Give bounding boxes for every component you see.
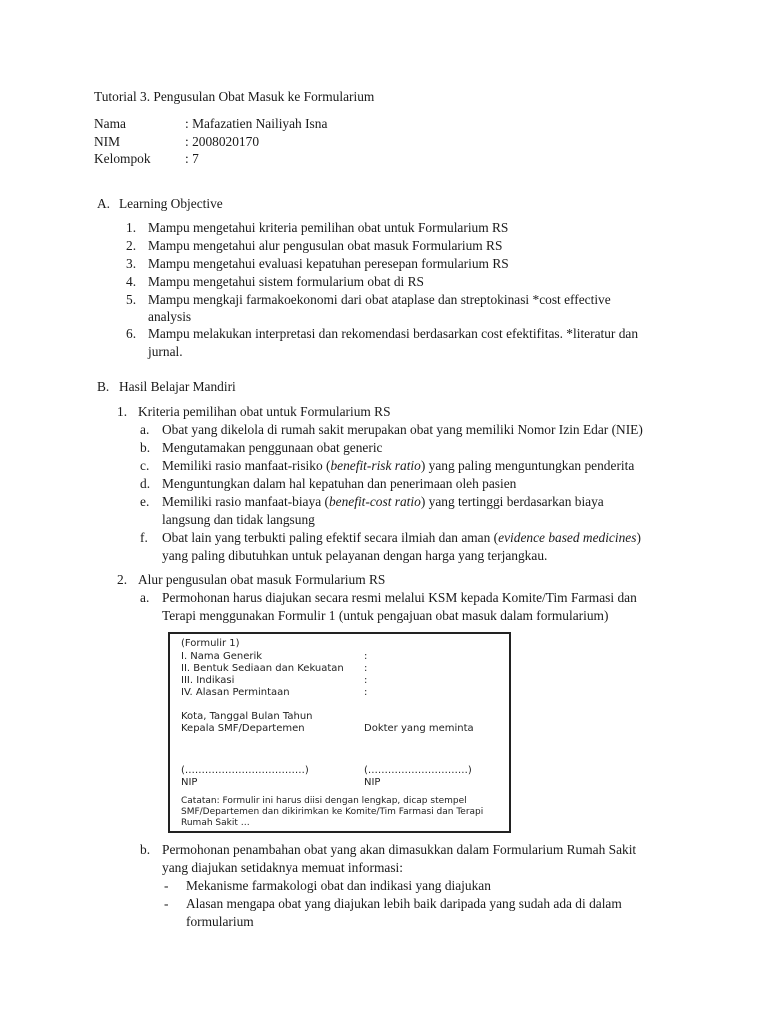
objective-text: Mampu melakukan interpretasi dan rekomendasi berdasarkan cost efektifitas. *literatur dan	[148, 326, 639, 341]
name-label: Nama	[94, 116, 126, 131]
procedure-text: Permohonan harus diajukan secara resmi melalui KSM kepada Komite/Tim Farmasi dan	[162, 590, 637, 605]
form-title: (Formulir 1)	[181, 638, 240, 649]
form-field-label: IV. Alasan Permintaan	[181, 687, 290, 698]
nim-value: : 2008020170	[185, 134, 260, 149]
criteria-letter: b.	[140, 440, 151, 455]
procedure-text: Permohonan penambahan obat yang akan dimasukkan dalam Formularium Rumah Sakit	[162, 842, 637, 857]
objective-text-continued: analysis	[148, 309, 192, 324]
criteria-text: Memiliki rasio manfaat-biaya (benefit-cost ratio) yang tertinggi berdasarkan biaya	[162, 494, 604, 509]
group-label: Kelompok	[94, 151, 151, 166]
subsection-number: 1.	[117, 404, 128, 419]
criteria-letter: c.	[140, 458, 150, 473]
form-note: SMF/Departemen dan dikirimkan ke Komite/Tim Farmasi dan Terapi	[181, 807, 484, 817]
group-value: : 7	[185, 151, 199, 166]
criteria-text: Obat lain yang terbukti paling efektif secara ilmiah dan aman (evidence based medicines)	[162, 530, 641, 545]
objective-text: Mampu mengetahui kriteria pemilihan obat untuk Formularium RS	[148, 220, 509, 235]
objective-number: 4.	[126, 274, 137, 289]
criteria-text-continued: yang paling dibutuhkan untuk pelayanan dengan harga yang terjangkau.	[162, 548, 548, 563]
bullet-text-continued: formularium	[186, 914, 254, 929]
form-left-role: Kepala SMF/Departemen	[181, 723, 305, 734]
section-a-heading: Learning Objective	[119, 196, 223, 211]
subsection-number: 2.	[117, 572, 128, 587]
section-a-marker: A.	[97, 196, 111, 211]
bullet-text: Alasan mengapa obat yang diajukan lebih baik daripada yang sudah ada di dalam	[186, 896, 622, 911]
bullet-dash: -	[164, 878, 169, 893]
objective-text: Mampu mengkaji farmakoekonomi dari obat ataplase dan streptokinasi *cost effective	[148, 292, 611, 307]
criteria-text: Obat yang dikelola di rumah sakit merupakan obat yang memiliki Nomor Izin Edar (NIE)	[162, 422, 643, 437]
form-field-label: I. Nama Generik	[181, 651, 263, 662]
objective-text: Mampu mengetahui alur pengusulan obat masuk Formularium RS	[148, 238, 503, 253]
form-note: Catatan: Formulir ini harus diisi dengan lengkap, dicap stempel	[181, 796, 467, 806]
form-field-colon: :	[364, 675, 368, 686]
nim-label: NIM	[94, 134, 121, 149]
form-field-colon: :	[364, 687, 368, 698]
form-city-date: Kota, Tanggal Bulan Tahun	[181, 711, 313, 722]
bullet-text: Mekanisme farmakologi obat dan indikasi yang diajukan	[186, 878, 491, 893]
criteria-text: Memiliki rasio manfaat-risiko (benefit-risk ratio) yang paling menguntungkan penderita	[162, 458, 635, 473]
procedure-text-continued: Terapi menggunakan Formulir 1 (untuk pengajuan obat masuk dalam formularium)	[162, 608, 609, 623]
objective-number: 3.	[126, 256, 137, 271]
criteria-text-continued: langsung dan tidak langsung	[162, 512, 315, 527]
objective-number: 2.	[126, 238, 137, 253]
criteria-letter: f.	[140, 530, 148, 545]
document-title: Tutorial 3. Pengusulan Obat Masuk ke Formularium	[94, 89, 375, 104]
criteria-letter: a.	[140, 422, 150, 437]
objective-text: Mampu mengetahui sistem formularium obat di RS	[148, 274, 424, 289]
criteria-text: Menguntungkan dalam hal kepatuhan dan penerimaan oleh pasien	[162, 476, 517, 491]
procedure-text-continued: yang diajukan setidaknya memuat informasi:	[162, 860, 403, 875]
bullet-dash: -	[164, 896, 169, 911]
form-field-colon: :	[364, 663, 368, 674]
objective-number: 5.	[126, 292, 137, 307]
form-left-signature: (………………………………)	[181, 765, 309, 776]
form-right-nip: NIP	[364, 777, 381, 788]
form-left-nip: NIP	[181, 777, 198, 788]
form-field-label: III. Indikasi	[181, 675, 235, 686]
name-value: : Mafazatien Nailiyah Isna	[185, 116, 328, 131]
objective-text-continued: jurnal.	[148, 344, 183, 359]
form-field-label: II. Bentuk Sediaan dan Kekuatan	[181, 663, 344, 674]
objective-text: Mampu mengetahui evaluasi kepatuhan peresepan formularium RS	[148, 256, 509, 271]
criteria-letter: e.	[140, 494, 150, 509]
procedure-letter: b.	[140, 842, 151, 857]
subsection-heading: Alur pengusulan obat masuk Formularium RS	[138, 572, 386, 587]
objective-number: 6.	[126, 326, 137, 341]
criteria-text: Mengutamakan penggunaan obat generic	[162, 440, 383, 455]
section-b-marker: B.	[97, 379, 110, 394]
criteria-letter: d.	[140, 476, 151, 491]
formulir-1-image	[168, 632, 511, 833]
objective-number: 1.	[126, 220, 137, 235]
form-field-colon: :	[364, 651, 368, 662]
procedure-letter: a.	[140, 590, 150, 605]
subsection-heading: Kriteria pemilihan obat untuk Formularium RS	[138, 404, 391, 419]
form-right-signature: (…………………………)	[364, 765, 472, 776]
form-right-role: Dokter yang meminta	[364, 723, 474, 734]
form-note: Rumah Sakit …	[181, 818, 250, 828]
section-b-heading: Hasil Belajar Mandiri	[119, 379, 236, 394]
